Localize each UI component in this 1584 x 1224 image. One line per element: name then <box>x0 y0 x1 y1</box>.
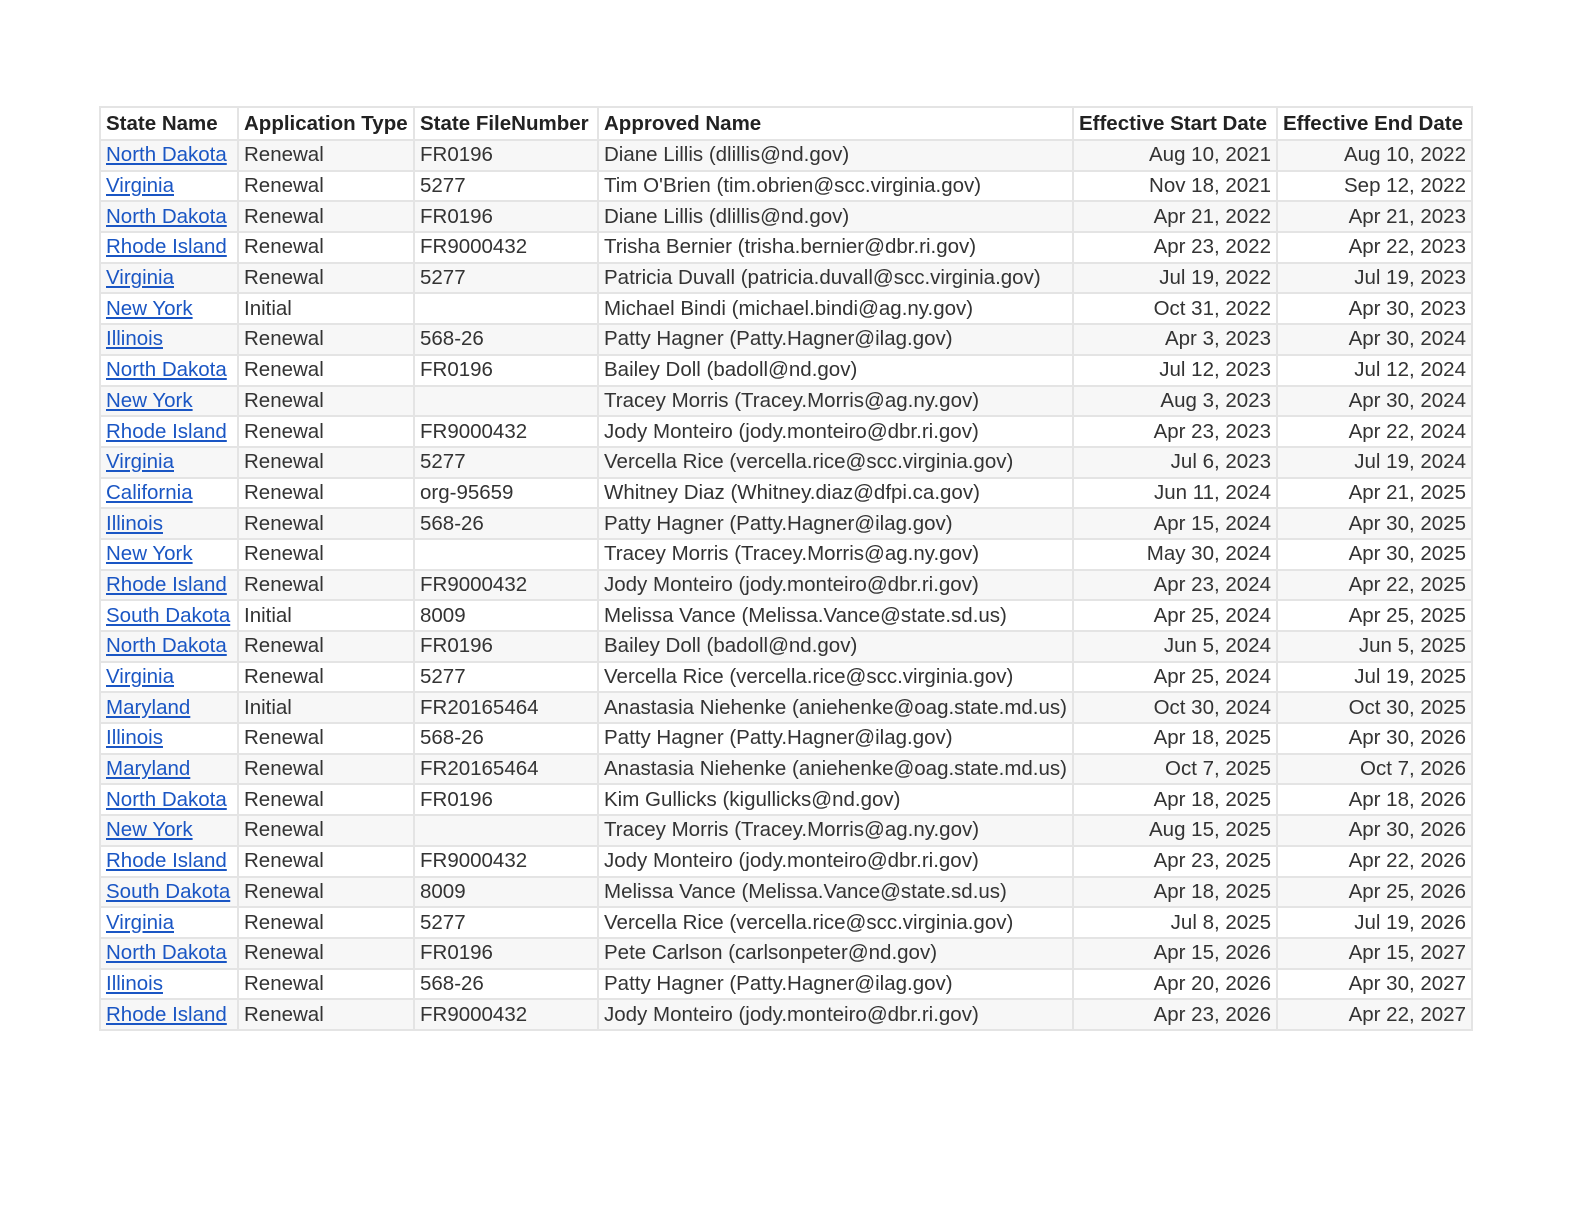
effective-end-date-cell: Jul 12, 2024 <box>1277 355 1472 386</box>
column-header-effective-end-date[interactable]: Effective End Date <box>1277 107 1472 140</box>
state-file-number-cell: FR0196 <box>414 140 598 171</box>
effective-end-date-cell: Apr 30, 2024 <box>1277 386 1472 417</box>
application-type-cell: Initial <box>238 692 414 723</box>
state-file-number-cell: FR9000432 <box>414 232 598 263</box>
approved-name-cell: Patty Hagner (Patty.Hagner@ilag.gov) <box>598 324 1073 355</box>
application-type-cell: Initial <box>238 600 414 631</box>
state-file-number-cell: FR9000432 <box>414 416 598 447</box>
application-type-cell: Renewal <box>238 201 414 232</box>
state-file-number-cell: 568-26 <box>414 324 598 355</box>
effective-end-date-cell: Jul 19, 2026 <box>1277 907 1472 938</box>
approved-name-cell: Bailey Doll (badoll@nd.gov) <box>598 631 1073 662</box>
state-link[interactable]: California <box>106 480 193 504</box>
application-type-cell: Renewal <box>238 877 414 908</box>
approved-name-cell: Jody Monteiro (jody.monteiro@dbr.ri.gov) <box>598 846 1073 877</box>
effective-start-date-cell: Apr 23, 2022 <box>1073 232 1277 263</box>
effective-end-date-cell: Jul 19, 2024 <box>1277 447 1472 478</box>
state-name-cell <box>100 723 238 754</box>
application-type-cell: Renewal <box>238 907 414 938</box>
state-link[interactable]: Maryland <box>106 695 191 719</box>
effective-end-date-cell: Apr 25, 2026 <box>1277 877 1472 908</box>
state-link[interactable]: Illinois <box>106 971 163 995</box>
state-link[interactable]: North Dakota <box>106 358 227 382</box>
column-header-effective-start-date[interactable]: Effective Start Date <box>1073 107 1277 140</box>
approved-name-cell: Patty Hagner (Patty.Hagner@ilag.gov) <box>598 969 1073 1000</box>
table-row <box>100 907 1472 938</box>
application-type-cell: Renewal <box>238 171 414 202</box>
state-name-cell <box>100 938 238 969</box>
approved-name-cell: Kim Gullicks (kigullicks@nd.gov) <box>598 784 1073 815</box>
state-link[interactable]: North Dakota <box>106 143 227 167</box>
table-row <box>100 570 1472 601</box>
effective-start-date-cell: Jul 6, 2023 <box>1073 447 1277 478</box>
state-name-cell <box>100 293 238 324</box>
table-row <box>100 171 1472 202</box>
effective-end-date-cell: Apr 22, 2024 <box>1277 416 1472 447</box>
application-type-cell: Renewal <box>238 478 414 509</box>
table-row <box>100 263 1472 294</box>
effective-start-date-cell: Jun 5, 2024 <box>1073 631 1277 662</box>
table-row <box>100 723 1472 754</box>
table-row <box>100 293 1472 324</box>
effective-end-date-cell: Apr 30, 2025 <box>1277 508 1472 539</box>
state-link[interactable]: North Dakota <box>106 787 227 811</box>
table-header <box>100 107 1472 140</box>
state-name-cell <box>100 355 238 386</box>
approved-name-cell: Tracey Morris (Tracey.Morris@ag.ny.gov) <box>598 386 1073 417</box>
application-type-cell: Renewal <box>238 938 414 969</box>
header-row <box>100 107 1472 140</box>
state-name-cell <box>100 969 238 1000</box>
table-row <box>100 232 1472 263</box>
state-name-cell <box>100 877 238 908</box>
state-link[interactable]: New York <box>106 542 193 566</box>
table-row <box>100 877 1472 908</box>
state-link[interactable]: New York <box>106 296 193 320</box>
state-name-cell <box>100 232 238 263</box>
effective-end-date-cell: Apr 25, 2025 <box>1277 600 1472 631</box>
table-row <box>100 938 1472 969</box>
state-link[interactable]: Rhode Island <box>106 235 227 259</box>
state-name-cell <box>100 692 238 723</box>
effective-start-date-cell: Apr 3, 2023 <box>1073 324 1277 355</box>
application-type-cell: Renewal <box>238 539 414 570</box>
effective-start-date-cell: Apr 18, 2025 <box>1073 877 1277 908</box>
effective-end-date-cell: Apr 22, 2026 <box>1277 846 1472 877</box>
approved-name-cell: Jody Monteiro (jody.monteiro@dbr.ri.gov) <box>598 416 1073 447</box>
column-header-approved-name[interactable]: Approved Name <box>598 107 1073 140</box>
state-file-number-cell: 8009 <box>414 877 598 908</box>
table-row <box>100 846 1472 877</box>
state-link[interactable]: Virginia <box>106 665 174 689</box>
approved-name-cell: Melissa Vance (Melissa.Vance@state.sd.us) <box>598 877 1073 908</box>
approved-name-cell: Vercella Rice (vercella.rice@scc.virginia.gov) <box>598 907 1073 938</box>
state-file-number-cell: FR20165464 <box>414 692 598 723</box>
state-link[interactable]: Illinois <box>106 511 163 535</box>
table-row <box>100 201 1472 232</box>
effective-start-date-cell: Apr 23, 2025 <box>1073 846 1277 877</box>
effective-start-date-cell: Jul 8, 2025 <box>1073 907 1277 938</box>
approved-name-cell: Patty Hagner (Patty.Hagner@ilag.gov) <box>598 723 1073 754</box>
state-file-number-cell: FR9000432 <box>414 999 598 1030</box>
state-name-cell <box>100 324 238 355</box>
table-row <box>100 662 1472 693</box>
approved-name-cell: Anastasia Niehenke (aniehenke@oag.state.md.us) <box>598 692 1073 723</box>
effective-start-date-cell: Apr 25, 2024 <box>1073 600 1277 631</box>
licenses-table-container <box>99 106 1473 1031</box>
state-file-number-cell: 5277 <box>414 662 598 693</box>
application-type-cell: Renewal <box>238 324 414 355</box>
state-name-cell <box>100 539 238 570</box>
state-name-cell <box>100 478 238 509</box>
state-name-cell <box>100 570 238 601</box>
effective-end-date-cell: Jul 19, 2023 <box>1277 263 1472 294</box>
state-name-cell <box>100 815 238 846</box>
application-type-cell: Renewal <box>238 754 414 785</box>
effective-start-date-cell: Apr 23, 2024 <box>1073 570 1277 601</box>
state-name-cell <box>100 386 238 417</box>
application-type-cell: Renewal <box>238 999 414 1030</box>
approved-name-cell: Vercella Rice (vercella.rice@scc.virginia.gov) <box>598 662 1073 693</box>
effective-start-date-cell: Aug 3, 2023 <box>1073 386 1277 417</box>
state-link[interactable]: Rhode Island <box>106 849 227 873</box>
state-file-number-cell: FR0196 <box>414 938 598 969</box>
application-type-cell: Renewal <box>238 232 414 263</box>
table-row <box>100 324 1472 355</box>
application-type-cell: Renewal <box>238 723 414 754</box>
approved-name-cell: Jody Monteiro (jody.monteiro@dbr.ri.gov) <box>598 999 1073 1030</box>
state-name-cell <box>100 416 238 447</box>
state-file-number-cell: FR20165464 <box>414 754 598 785</box>
state-name-cell <box>100 907 238 938</box>
effective-start-date-cell: Nov 18, 2021 <box>1073 171 1277 202</box>
table-row <box>100 600 1472 631</box>
approved-name-cell: Jody Monteiro (jody.monteiro@dbr.ri.gov) <box>598 570 1073 601</box>
approved-name-cell: Patricia Duvall (patricia.duvall@scc.virginia.gov) <box>598 263 1073 294</box>
effective-start-date-cell: Oct 7, 2025 <box>1073 754 1277 785</box>
state-name-cell <box>100 600 238 631</box>
effective-start-date-cell: Jun 11, 2024 <box>1073 478 1277 509</box>
effective-end-date-cell: Apr 30, 2024 <box>1277 324 1472 355</box>
state-name-cell <box>100 447 238 478</box>
state-link[interactable]: North Dakota <box>106 634 227 658</box>
table-row <box>100 447 1472 478</box>
table-row <box>100 999 1472 1030</box>
application-type-cell: Renewal <box>238 815 414 846</box>
application-type-cell: Renewal <box>238 263 414 294</box>
effective-end-date-cell: Apr 30, 2026 <box>1277 815 1472 846</box>
effective-end-date-cell: Apr 15, 2027 <box>1277 938 1472 969</box>
table-row <box>100 539 1472 570</box>
application-type-cell: Renewal <box>238 846 414 877</box>
state-file-number-cell: FR9000432 <box>414 570 598 601</box>
effective-end-date-cell: Jul 19, 2025 <box>1277 662 1472 693</box>
table-row <box>100 386 1472 417</box>
application-type-cell: Initial <box>238 293 414 324</box>
effective-start-date-cell: May 30, 2024 <box>1073 539 1277 570</box>
effective-end-date-cell: Oct 7, 2026 <box>1277 754 1472 785</box>
application-type-cell: Renewal <box>238 662 414 693</box>
state-file-number-cell: 8009 <box>414 600 598 631</box>
effective-end-date-cell: Oct 30, 2025 <box>1277 692 1472 723</box>
effective-end-date-cell: Jun 5, 2025 <box>1277 631 1472 662</box>
state-name-cell <box>100 999 238 1030</box>
state-file-number-cell: 5277 <box>414 171 598 202</box>
application-type-cell: Renewal <box>238 140 414 171</box>
column-header-state-file-number[interactable]: State FileNumber <box>414 107 598 140</box>
state-link[interactable]: Illinois <box>106 327 163 351</box>
state-file-number-cell: 568-26 <box>414 969 598 1000</box>
state-link[interactable]: Rhode Island <box>106 419 227 443</box>
state-file-number-cell <box>414 386 598 417</box>
effective-end-date-cell: Apr 21, 2025 <box>1277 478 1472 509</box>
approved-name-cell: Tracey Morris (Tracey.Morris@ag.ny.gov) <box>598 815 1073 846</box>
table-row <box>100 140 1472 171</box>
effective-start-date-cell: Aug 15, 2025 <box>1073 815 1277 846</box>
effective-start-date-cell: Apr 20, 2026 <box>1073 969 1277 1000</box>
table-row <box>100 815 1472 846</box>
table-row <box>100 692 1472 723</box>
state-file-number-cell <box>414 815 598 846</box>
application-type-cell: Renewal <box>238 447 414 478</box>
state-file-number-cell: 568-26 <box>414 723 598 754</box>
state-name-cell <box>100 846 238 877</box>
effective-start-date-cell: Aug 10, 2021 <box>1073 140 1277 171</box>
state-file-number-cell: FR0196 <box>414 201 598 232</box>
approved-name-cell: Bailey Doll (badoll@nd.gov) <box>598 355 1073 386</box>
approved-name-cell: Diane Lillis (dlillis@nd.gov) <box>598 140 1073 171</box>
effective-start-date-cell: Apr 23, 2026 <box>1073 999 1277 1030</box>
approved-name-cell: Whitney Diaz (Whitney.diaz@dfpi.ca.gov) <box>598 478 1073 509</box>
application-type-cell: Renewal <box>238 784 414 815</box>
state-link[interactable]: North Dakota <box>106 941 227 965</box>
effective-end-date-cell: Apr 30, 2025 <box>1277 539 1472 570</box>
table-row <box>100 478 1472 509</box>
application-type-cell: Renewal <box>238 416 414 447</box>
table-row <box>100 784 1472 815</box>
state-file-number-cell <box>414 539 598 570</box>
approved-name-cell: Patty Hagner (Patty.Hagner@ilag.gov) <box>598 508 1073 539</box>
state-link[interactable]: New York <box>106 818 193 842</box>
column-header-application-type[interactable]: Application Type <box>238 107 414 140</box>
state-link[interactable]: Virginia <box>106 174 174 198</box>
effective-start-date-cell: Apr 18, 2025 <box>1073 723 1277 754</box>
application-type-cell: Renewal <box>238 355 414 386</box>
state-file-number-cell: 568-26 <box>414 508 598 539</box>
application-type-cell: Renewal <box>238 386 414 417</box>
effective-end-date-cell: Apr 30, 2026 <box>1277 723 1472 754</box>
effective-start-date-cell: Apr 18, 2025 <box>1073 784 1277 815</box>
state-link[interactable]: Rhode Island <box>106 1002 227 1026</box>
state-link[interactable]: Virginia <box>106 910 174 934</box>
state-name-cell <box>100 754 238 785</box>
effective-start-date-cell: Jul 12, 2023 <box>1073 355 1277 386</box>
approved-name-cell: Tracey Morris (Tracey.Morris@ag.ny.gov) <box>598 539 1073 570</box>
state-link[interactable]: South Dakota <box>106 603 231 627</box>
state-link[interactable]: Rhode Island <box>106 572 227 596</box>
state-name-cell <box>100 140 238 171</box>
state-file-number-cell: FR0196 <box>414 355 598 386</box>
state-name-cell <box>100 201 238 232</box>
state-link[interactable]: Maryland <box>106 757 191 781</box>
state-file-number-cell: FR9000432 <box>414 846 598 877</box>
effective-end-date-cell: Apr 18, 2026 <box>1277 784 1472 815</box>
effective-end-date-cell: Apr 22, 2023 <box>1277 232 1472 263</box>
approved-name-cell: Melissa Vance (Melissa.Vance@state.sd.us) <box>598 600 1073 631</box>
table-row <box>100 631 1472 662</box>
approved-name-cell: Anastasia Niehenke (aniehenke@oag.state.md.us) <box>598 754 1073 785</box>
effective-end-date-cell: Aug 10, 2022 <box>1277 140 1472 171</box>
state-file-number-cell: 5277 <box>414 263 598 294</box>
table-row <box>100 969 1472 1000</box>
approved-name-cell: Vercella Rice (vercella.rice@scc.virginia.gov) <box>598 447 1073 478</box>
state-file-number-cell: 5277 <box>414 447 598 478</box>
state-name-cell <box>100 631 238 662</box>
effective-end-date-cell: Apr 30, 2027 <box>1277 969 1472 1000</box>
application-type-cell: Renewal <box>238 508 414 539</box>
effective-end-date-cell: Sep 12, 2022 <box>1277 171 1472 202</box>
approved-name-cell: Michael Bindi (michael.bindi@ag.ny.gov) <box>598 293 1073 324</box>
state-name-cell <box>100 662 238 693</box>
effective-start-date-cell: Jul 19, 2022 <box>1073 263 1277 294</box>
approved-name-cell: Diane Lillis (dlillis@nd.gov) <box>598 201 1073 232</box>
application-type-cell: Renewal <box>238 631 414 662</box>
column-header-state-name[interactable]: State Name <box>100 107 238 140</box>
state-link[interactable]: North Dakota <box>106 204 227 228</box>
effective-start-date-cell: Apr 25, 2024 <box>1073 662 1277 693</box>
approved-name-cell: Pete Carlson (carlsonpeter@nd.gov) <box>598 938 1073 969</box>
state-link[interactable]: Virginia <box>106 450 174 474</box>
state-name-cell <box>100 508 238 539</box>
state-name-cell <box>100 784 238 815</box>
state-file-number-cell: FR0196 <box>414 631 598 662</box>
effective-start-date-cell: Apr 15, 2026 <box>1073 938 1277 969</box>
effective-end-date-cell: Apr 22, 2025 <box>1277 570 1472 601</box>
table-row <box>100 754 1472 785</box>
state-file-number-cell: 5277 <box>414 907 598 938</box>
state-name-cell <box>100 171 238 202</box>
table-body <box>100 140 1472 1030</box>
approved-name-cell: Tim O'Brien (tim.obrien@scc.virginia.gov) <box>598 171 1073 202</box>
licenses-table <box>99 106 1473 1031</box>
effective-start-date-cell: Oct 31, 2022 <box>1073 293 1277 324</box>
table-row <box>100 508 1472 539</box>
effective-start-date-cell: Apr 15, 2024 <box>1073 508 1277 539</box>
application-type-cell: Renewal <box>238 570 414 601</box>
effective-end-date-cell: Apr 30, 2023 <box>1277 293 1472 324</box>
effective-start-date-cell: Apr 21, 2022 <box>1073 201 1277 232</box>
effective-start-date-cell: Oct 30, 2024 <box>1073 692 1277 723</box>
state-file-number-cell: org-95659 <box>414 478 598 509</box>
state-file-number-cell <box>414 293 598 324</box>
effective-start-date-cell: Apr 23, 2023 <box>1073 416 1277 447</box>
effective-end-date-cell: Apr 21, 2023 <box>1277 201 1472 232</box>
approved-name-cell: Trisha Bernier (trisha.bernier@dbr.ri.gov) <box>598 232 1073 263</box>
state-name-cell <box>100 263 238 294</box>
table-row <box>100 416 1472 447</box>
state-link[interactable]: Virginia <box>106 266 174 290</box>
state-link[interactable]: New York <box>106 388 193 412</box>
effective-end-date-cell: Apr 22, 2027 <box>1277 999 1472 1030</box>
state-link[interactable]: Illinois <box>106 726 163 750</box>
state-link[interactable]: South Dakota <box>106 879 231 903</box>
state-file-number-cell: FR0196 <box>414 784 598 815</box>
application-type-cell: Renewal <box>238 969 414 1000</box>
table-row <box>100 355 1472 386</box>
